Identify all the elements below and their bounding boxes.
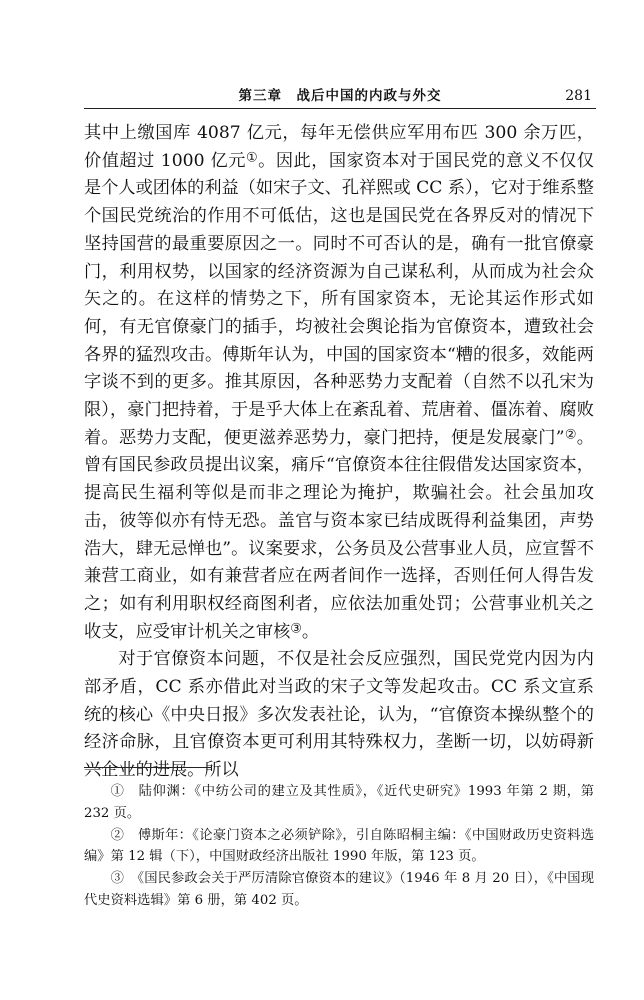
footnote-marker: ① [110,784,125,799]
page-number: 281 [565,88,592,104]
footnotes [84,781,594,912]
footnote-marker: ③ [110,871,125,887]
paragraph-1-part-c: 。曾有国民参政员提出议案，痛斥“官僚资本往往假借发达国家资本，提高民生福利等似是而非之理论为掩护，欺骗社会。社会虽加攻击，彼等似亦有恃无恐。盖官与资本家已结成既得利益集团，声势浩大，肆无忌惮也”。议案要求，公务员及公营事业人员，应宣誓不兼营工商业，如有兼营者应在两者间作一选择，否则任何人得告发之；如有利用职权经商图利者，应依法加重处罚；公营事业机关之收支，应受审计机关之审核 [84,427,594,642]
footnote-ref-1: ① [245,150,259,166]
paragraph-1 [84,120,594,646]
footnote-divider [84,767,212,768]
footnote-ref-2: ② [564,427,577,443]
footnote-1 [84,781,594,824]
footnote-3 [84,868,594,911]
footnote-text: 陆仰渊：《中纺公司的建立及其性质》，《近代史研究》1993 年第 2 期，第 232 页。 [84,784,595,821]
body-text [84,120,594,785]
paragraph-1-part-b: 。因此，国家资本对于国民党的意义不仅仅是个人或团体的利益（如宋子文、孔祥熙或 CC 系），它对于维系整个国民党统治的作用不可低估，这也是国民党在各界反对的情况下坚持国营的最重要原因之一。同时不可否认的是，确有一批官僚豪门，利用权势，以国家的经济资源为自己谋私利，从而成为社会众矢之的。在这样的情势之下，所有国家资本，无论其运作形式如何，有无官僚豪门的插手，均被社会舆论指为官僚资本，遭致社会各界的猛烈攻击。傅斯年认为，中国的国家资本“糟的很多，效能两字谈不到的更多。推其原因，各种恶势力支配着（自然不以孔宋为限），豪门把持着，于是乎大体上在紊乱着、荒唐着、僵冻着、腐败着。恶势力支配，便更滋养恶势力，豪门把持，便是发展豪门” [84,150,594,448]
footnote-ref-3: ③ [290,621,302,637]
running-header [84,86,596,109]
footnote-text: 《国民参政会关于严厉清除官僚资本的建议》（1946 年 8 月 20 日），《中国现代史资料选辑》第 6 册，第 402 页。 [84,871,595,908]
paragraph-2: 对于官僚资本问题，不仅是社会反应强烈，国民党党内因为内部矛盾，CC 系亦借此对当政的宋子文等发起攻击。CC 系文宣系统的核心《中央日报》多次发表社论，认为，“官僚资本操纵整个的经济命脉，且官僚资本更可利用其特殊权力，垄断一切，以妨碍新兴企业的进展。所以 [84,649,594,781]
paragraph-1-part-a: 其中上缴国库 4087 亿元，每年无偿供应军用布匹 300 余万匹，价值超过 1000 亿元 [84,123,594,171]
footnote-2 [84,825,594,868]
footnote-marker: ② [110,827,125,843]
chapter-title: 第三章 战后中国的内政与外交 [238,88,442,104]
paragraph-1-part-d: 。 [301,621,320,642]
footnote-text: 傅斯年：《论豪门资本之必须铲除》，引自陈昭桐主编：《中国财政历史资料选编》第 12 辑（下），中国财政经济出版社 1990 年版，第 123 页。 [84,827,595,865]
